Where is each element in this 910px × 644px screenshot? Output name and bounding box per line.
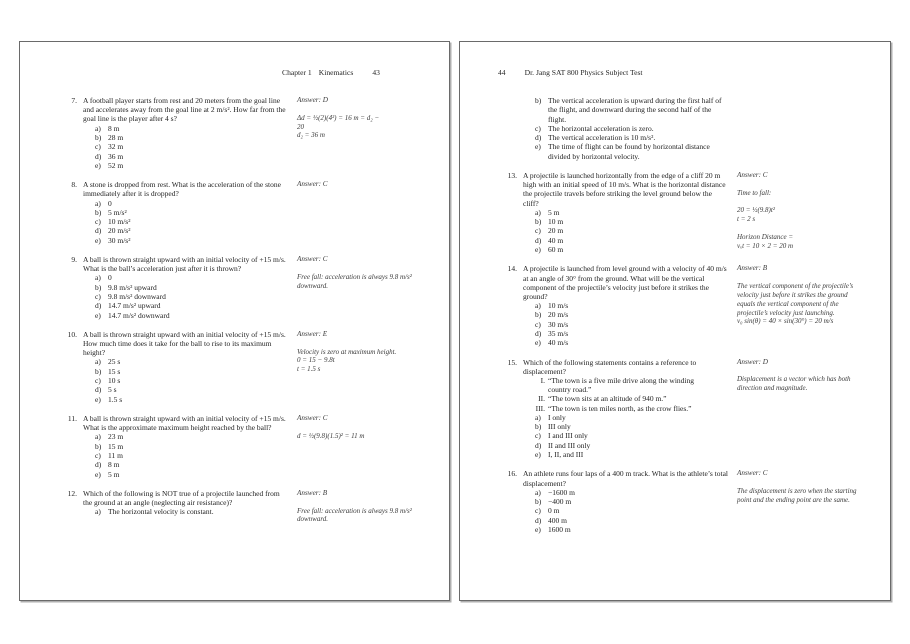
answer-option [83,395,289,404]
option-text: 60 m [548,245,564,255]
question-number: 10. [67,329,77,339]
answer-note-line: t = 1.5 s [297,365,321,374]
question-number: 16. [507,469,517,479]
answer-option [523,208,729,217]
question-main [504,469,729,534]
answer-option [83,199,289,208]
option-text: I, II, and III [548,450,584,460]
option-label: e) [95,394,101,404]
option-text: 20 m/s² [108,226,131,236]
option-label: b) [95,441,102,451]
question-main [64,414,289,479]
option-text: 36 m [108,151,124,161]
answer-note-line: v₀ sin(θ) = 40 × sin(30°) = 20 m/s [737,317,834,326]
option-text: 28 m [108,132,124,142]
option-text: I only [548,412,566,422]
question-body [83,489,289,517]
answer-note-line: Displacement is a vector which has both direction and magnitude. [737,375,851,393]
option-label: c) [535,123,541,133]
question-text: A ball is thrown straight upward with an initial velocity of +15 m/s. What is the ball’s acceleration just after it is thrown? [83,254,286,274]
option-label: b) [535,497,542,507]
answer-label: Answer: C [297,413,328,422]
option-text: 25 s [108,357,121,367]
answer-option [83,357,289,366]
option-text: II and III only [548,440,591,450]
answer-option [523,226,729,235]
answer-option [83,292,289,301]
option-text: 30 m/s² [108,235,131,245]
question-block [64,255,443,320]
question-main [504,358,729,460]
option-text: 15 m [108,441,124,451]
answer-notes [737,487,861,505]
option-label: c) [535,226,541,236]
statement-text: “The town sits at an altitude of 940 m.” [548,394,667,404]
statement-label: I. [540,376,545,386]
answer-notes [297,432,421,441]
option-text: 0 m [548,506,560,516]
answer-option [523,142,729,161]
question-block [64,330,443,404]
answer-option [83,152,289,161]
option-label: a) [95,507,101,517]
option-label: c) [535,319,541,329]
option-text: 30 m/s [548,319,569,329]
option-label: a) [535,412,541,422]
question-body [523,96,729,161]
question-main [64,96,289,170]
answer-note-line [737,198,861,207]
statement-label: II. [538,394,545,404]
answer-option [83,470,289,479]
option-label: a) [95,273,101,283]
answer-label: Answer: D [737,357,768,366]
answer-note-line: Δd = ½(2)(4²) = 16 m = d₂ − [297,113,380,122]
question-main [504,171,729,254]
option-text: 32 m [108,142,124,152]
option-label: d) [95,301,102,311]
answer-option [523,488,729,497]
option-label: c) [535,431,541,441]
answer-option [523,431,729,440]
option-text: 0 [108,198,112,208]
answer-label: Answer: C [297,254,328,263]
questions-left [20,96,449,524]
option-text: 8 m [108,460,120,470]
question-block [64,96,443,170]
option-text: 1600 m [548,524,571,534]
option-label: a) [95,432,101,442]
chapter-title: Chapter 1 [282,68,312,77]
question-main [504,264,729,347]
statement-text: “The town is ten miles north, as the crow flies.” [548,403,692,413]
option-text: 8 m [108,123,120,133]
question-number: 15. [507,357,517,367]
option-label: d) [535,133,542,143]
option-label: e) [95,160,101,170]
question-body [523,358,729,460]
option-label: e) [535,245,541,255]
option-text: 5 m [108,469,120,479]
option-text: 9.8 m/s² downward [108,291,166,301]
answer-option [83,451,289,460]
statement [523,404,729,413]
option-label: c) [95,450,101,460]
answer-column [297,330,443,374]
answer-note-line: Time to fall: [737,188,772,197]
question-text: Which of the following statements contains a reference to displacement? [523,357,697,376]
answer-option [523,329,729,338]
option-text: 20 m/s [548,310,569,320]
option-text: 10 s [108,376,121,386]
answer-option [523,497,729,506]
option-label: b) [95,366,102,376]
option-text: 5 m/s² [108,207,127,217]
answer-note-line: 0 = 15 − 9.8t [297,356,335,365]
answer-note-line: d₂ = 36 m [297,131,325,140]
answer-option [83,301,289,310]
option-text: 23 m [108,432,124,442]
option-text: 10 m/s² [108,217,131,227]
answer-option [83,273,289,282]
option-label: c) [535,506,541,516]
question-text: An athlete runs four laps of a 400 m track. What is the athlete’s total displacement? [523,469,729,488]
option-text: The horizontal acceleration is zero. [548,123,654,133]
option-label: e) [535,338,541,348]
answer-notes [297,507,421,525]
question-number: 11. [67,413,77,423]
answer-column [297,489,443,524]
option-text: 400 m [548,515,567,525]
answer-option [83,217,289,226]
question-number: 13. [507,171,517,181]
question-block [504,96,884,161]
answer-option [523,413,729,422]
answer-option [523,450,729,459]
answer-notes [737,189,861,251]
option-label: a) [535,301,541,311]
option-label: e) [95,235,101,245]
answer-option [523,245,729,254]
option-label: d) [95,460,102,470]
option-text: 10 m [548,217,564,227]
answer-option [83,432,289,441]
question-text: A projectile is launched horizontally from the edge of a cliff 20 m high with an initial speed of 10 m/s. What is the horizontal distance the projectile travels before striking the level ground below the cliff? [523,171,726,208]
option-text: 0 [108,273,112,283]
option-label: c) [95,376,101,386]
option-label: b) [95,132,102,142]
option-text: 20 m [548,226,564,236]
page-right [459,41,891,601]
answer-option [523,525,729,534]
option-label: a) [535,207,541,217]
answer-option [83,442,289,451]
option-text: 1.5 s [108,394,123,404]
answer-option [83,283,289,292]
question-main [64,489,289,517]
option-text: The vertical acceleration is 10 m/s². [548,133,656,143]
answer-option [83,385,289,394]
answer-option [83,124,289,133]
option-text: 5 m [548,207,560,217]
option-label: b) [535,217,542,227]
option-label: d) [535,329,542,339]
question-body [523,469,729,534]
answer-option [523,217,729,226]
option-label: e) [95,310,101,320]
question-text: Which of the following is NOT true of a projectile launched from the ground at an angle (neglecting air resistance)? [83,488,280,508]
answer-label: Answer: C [297,180,328,189]
answer-label: Answer: C [737,171,768,180]
answer-option [83,367,289,376]
option-label: b) [95,282,102,292]
question-main [64,330,289,404]
answer-option [523,338,729,347]
statement-text: “The town is a five mile drive along the winding country road.” [548,376,695,395]
answer-column [737,264,883,326]
question-main [504,96,729,161]
option-text: 40 m/s [548,338,569,348]
question-body [523,264,729,347]
question-main [64,255,289,320]
answer-note-line: Horizon Distance = [737,232,794,241]
option-label: a) [535,487,541,497]
statement [523,376,729,394]
option-text: −1600 m [548,487,575,497]
option-text: The time of flight can be found by horizontal distance divided by horizontal velocity. [548,142,710,161]
answer-column [737,469,883,504]
answer-notes [297,273,421,291]
answer-label: Answer: B [737,264,768,273]
answer-option [83,142,289,151]
answer-note-line: Velocity is zero at maximum height. [297,347,397,356]
option-label: a) [95,198,101,208]
option-label: a) [95,357,101,367]
answer-column [297,180,443,189]
answer-note-line: t = 2 s [737,215,756,224]
option-label: b) [535,422,542,432]
answer-option [523,422,729,431]
option-text: 11 m [108,450,123,460]
option-label: c) [95,217,101,227]
question-number: 8. [71,180,77,190]
option-text: The vertical acceleration is upward during the first half of the flight, and downward during the second half of the flight. [548,96,722,124]
answer-option [83,376,289,385]
answer-option [523,133,729,142]
question-number: 9. [71,254,77,264]
question-body [83,96,289,170]
option-text: 9.8 m/s² upward [108,282,157,292]
question-text: A stone is dropped from rest. What is the acceleration of the stone immediately after it is dropped? [83,180,281,199]
answer-option [83,236,289,245]
book-title: Dr. Jang SAT 800 Physics Subject Test [524,68,643,77]
option-label: d) [95,226,102,236]
answer-option [523,310,729,319]
answer-label: Answer: E [297,329,328,338]
question-block [64,414,443,479]
question-block [504,358,884,460]
answer-note-line: Free fall: acceleration is always 9.8 m/s² downward. [297,506,412,524]
option-label: e) [535,450,541,460]
option-text: 35 m/s [548,329,569,339]
option-text: 52 m [108,160,124,170]
answer-option [83,133,289,142]
answer-option [523,441,729,450]
question-number: 7. [71,96,77,105]
answer-note-line [737,224,861,233]
answer-option [523,506,729,515]
answer-note-line: The displacement is zero when the starting point and the ending point are the same. [737,487,857,504]
option-label: d) [95,385,102,395]
answer-option [523,516,729,525]
answer-option [83,311,289,320]
page-number-right: 44 [498,68,506,77]
page-number-left: 43 [372,68,380,77]
question-number [504,96,517,161]
question-text: A projectile is launched from level ground with a velocity of 40 m/s at an angle of 30° from the ground. What will be the vertical component of the projectile’s velocity just before it strikes the ground? [523,264,727,301]
answer-option [523,320,729,329]
option-label: b) [535,96,542,105]
answer-label: Answer: B [297,488,328,497]
answer-notes [737,375,861,393]
statement-label: III. [535,403,545,413]
question-body [523,171,729,254]
question-block [504,171,884,254]
answer-notes [297,114,421,140]
answer-note-line: 20 [297,122,304,131]
answer-column [297,255,443,290]
answer-option [83,161,289,170]
option-label: d) [95,151,102,161]
page-header-right [460,68,890,77]
answer-label: Answer: C [737,469,768,478]
option-label: d) [535,235,542,245]
option-label: b) [535,310,542,320]
answer-option [523,124,729,133]
question-block [64,180,443,245]
answer-label: Answer: D [297,96,328,104]
answer-option [83,226,289,235]
option-text: I and III only [548,431,588,441]
option-text: −400 m [548,497,572,507]
option-label: d) [535,515,542,525]
statement [523,394,729,403]
answer-notes [297,348,421,374]
option-label: c) [95,291,101,301]
option-label: d) [535,440,542,450]
option-text: 10 m/s [548,301,569,311]
question-block [504,469,884,534]
option-text: 15 s [108,366,121,376]
answer-note-line: 20 = ½(9.8)t² [737,206,775,215]
option-label: e) [95,469,101,479]
page-left [19,41,450,601]
option-text: 40 m [548,235,564,245]
answer-notes [737,282,861,326]
page-header-left [20,68,449,77]
option-label: e) [535,142,541,152]
answer-option [83,460,289,469]
question-block [504,264,884,347]
answer-column [297,414,443,441]
questions-right [460,96,890,534]
option-text: III only [548,422,571,432]
answer-note-line: The vertical component of the projectile’s velocity just before it strikes the ground equals the vertical component of the projectile’s velocity just launching. [737,282,854,317]
answer-note-line: d = ½(9.8)(1.5)² = 11 m [297,431,365,440]
question-number: 14. [507,264,517,274]
answer-option [523,236,729,245]
question-main [64,180,289,245]
option-label: c) [95,142,101,152]
option-label: b) [95,207,102,217]
option-label: e) [535,524,541,534]
section-title: Kinematics [318,68,354,77]
question-body [83,180,289,245]
answer-column [737,171,883,250]
option-text: 5 s [108,385,117,395]
option-text: 14.7 m/s² downward [108,310,170,320]
question-text: A football player starts from rest and 20 meters from the goal line and accelerates away from the goal line at 2 m/s². How far from the goal line is the player after 4 s? [83,96,286,124]
question-number: 12. [67,488,77,498]
question-text: A ball is thrown straight upward with an initial velocity of +15 m/s. How much time does it take for the ball to rise to its maximum height? [83,329,286,358]
option-text: 14.7 m/s² upward [108,301,161,311]
answer-option [83,208,289,217]
answer-option [523,301,729,310]
option-text: The horizontal velocity is constant. [108,507,214,517]
question-body [83,330,289,404]
answer-option [523,96,729,124]
question-text: A ball is thrown straight upward with an initial velocity of +15 m/s. What is the approximate maximum height reached by the ball? [83,413,286,433]
question-body [83,414,289,479]
question-block [64,489,443,524]
answer-column [737,358,883,393]
option-label: a) [95,123,101,133]
answer-note-line: vₓt = 10 × 2 = 20 m [737,241,794,250]
question-body [83,255,289,320]
answer-option [83,507,289,516]
answer-note-line: Free fall: acceleration is always 9.8 m/s² downward. [297,272,412,290]
answer-column [297,96,443,140]
